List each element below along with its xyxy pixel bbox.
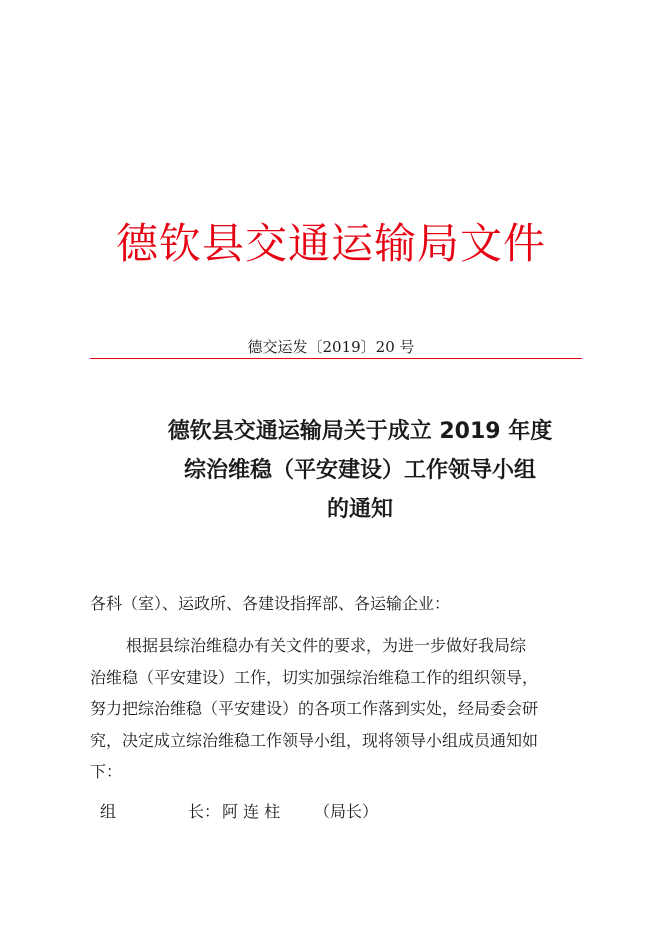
salutation: 各科（室）、运政所、各建设指挥部、各运输企业：: [90, 594, 451, 613]
header-divider: [90, 358, 582, 359]
document-number: 德交运发〔2019〕20 号: [247, 338, 415, 356]
document-header: 德钦县交通运输局文件: [115, 219, 546, 268]
member-role-char: 长：: [188, 802, 221, 821]
paragraph-line: 下：: [90, 762, 123, 781]
title-line: 综治维稳（平安建设）工作领导小组: [183, 458, 536, 483]
body-paragraph: [90, 630, 586, 788]
paragraph-line: 治维稳（平安建设）工作，切实加强综治维稳工作的组织领导，: [90, 667, 539, 687]
document-title: [60, 412, 660, 529]
member-name: 阿 连 柱: [222, 802, 281, 821]
title-line: 德钦县交通运输局关于成立 2019 年度: [167, 419, 553, 444]
member-role-char: 组: [100, 802, 117, 821]
paragraph-line: 努力把综治维稳（平安建设）的各项工作落到实处，经局委会研: [90, 699, 539, 718]
member-title: （局长）: [314, 802, 379, 821]
paragraph-line: 根据县综治维稳办有关文件的要求，为进一步做好我局综: [126, 636, 527, 655]
paragraph-line: 究，决定成立综治维稳工作领导小组，现将领导小组成员通知如: [90, 730, 539, 750]
title-line: 的通知: [326, 497, 393, 522]
